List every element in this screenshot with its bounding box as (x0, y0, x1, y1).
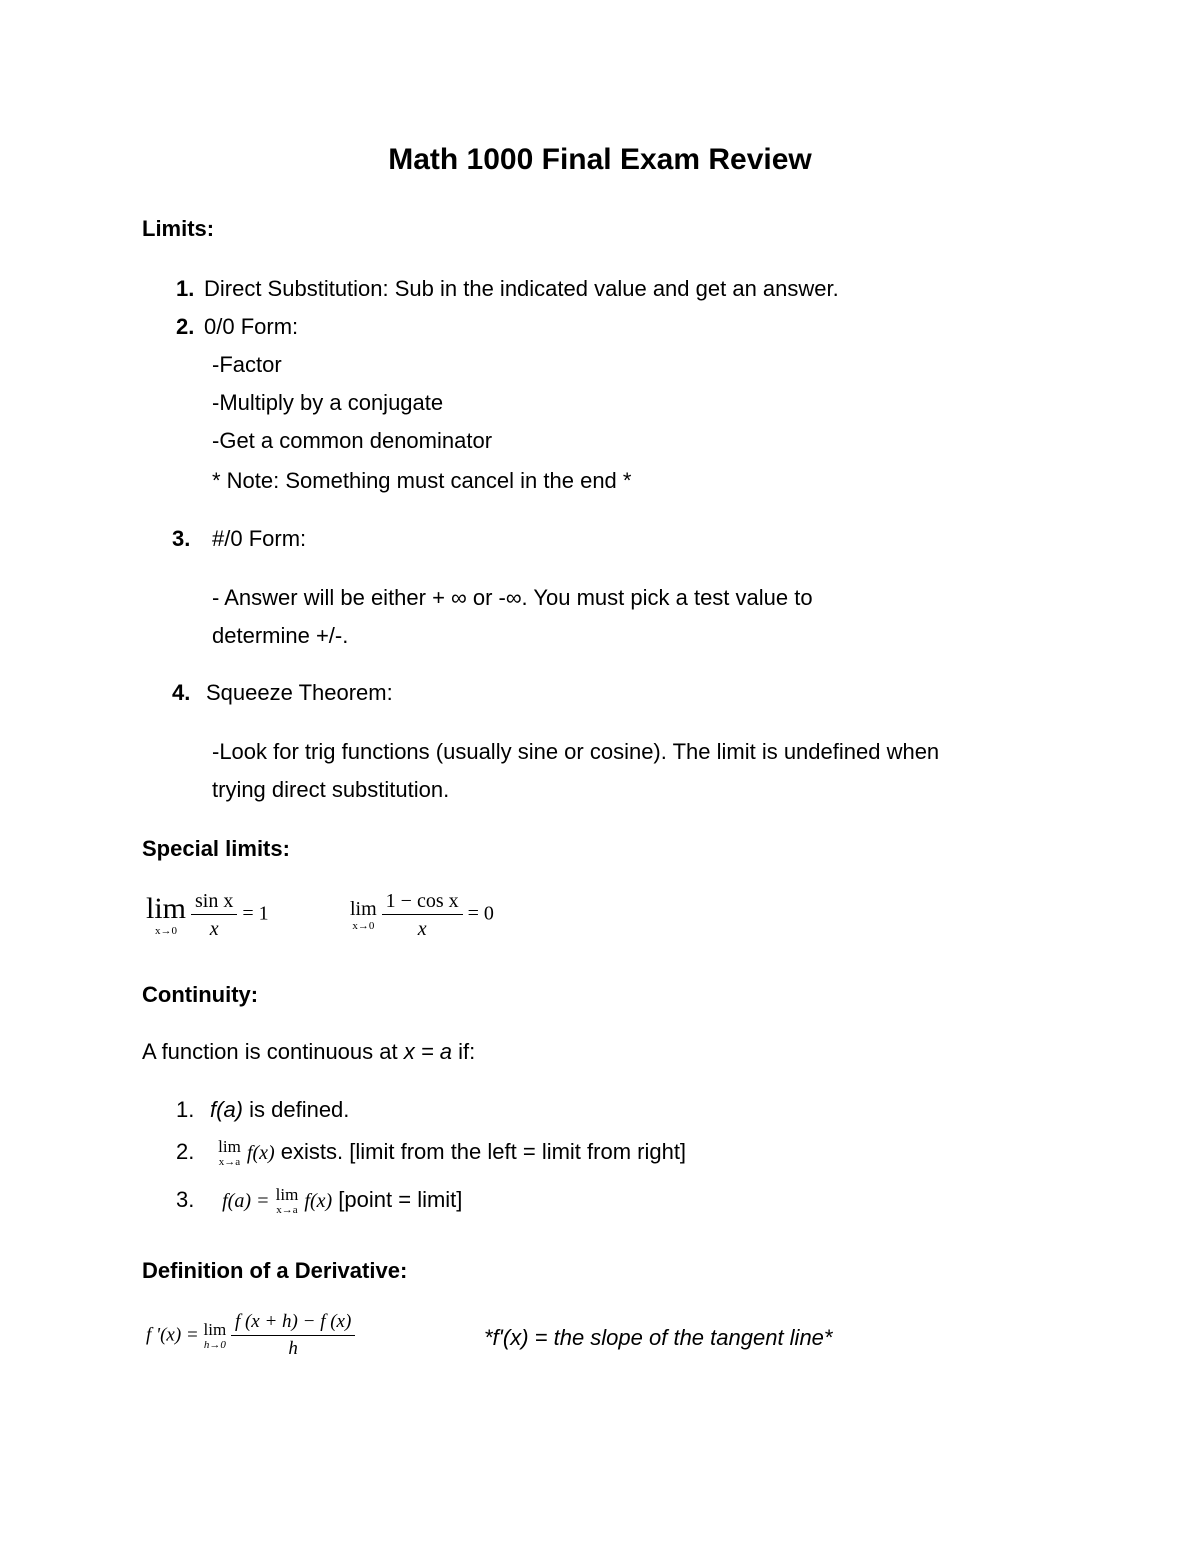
item-number: 4. (172, 680, 191, 705)
fraction (382, 890, 463, 940)
item-number: 1. (176, 1097, 195, 1122)
derivative-lhs: f '(x) = (146, 1324, 199, 1346)
lim-subscript: x→0 (155, 924, 177, 937)
conjugate-line: -Multiply by a conjugate (212, 390, 444, 415)
limits-item-3 (172, 526, 306, 552)
item-text: [point = limit] (332, 1186, 463, 1212)
continuity-item-1 (176, 1097, 349, 1123)
item-number: 2. (176, 314, 195, 339)
f-of-a: f(a) (210, 1097, 243, 1122)
limits-heading: Limits: (142, 216, 215, 241)
limit-operator (146, 891, 187, 937)
f-of-a: f(a) = (222, 1189, 270, 1212)
f-of-x: f(x) (246, 1141, 275, 1164)
item-text: Direct Substitution: Sub in the indicated value and get an answer. (204, 276, 839, 301)
squeeze-line-1: -Look for trig functions (usually sine or cosine). The limit is undefined when (212, 739, 940, 764)
squeeze-line-2: trying direct substitution. (212, 777, 450, 802)
infinity-line-2: determine +/-. (212, 623, 349, 648)
lim-word: lim (146, 891, 187, 925)
continuity-item-2 (176, 1138, 686, 1168)
limits-item-2 (176, 314, 298, 340)
special-limits-heading: Special limits: (142, 836, 290, 861)
item-text: is defined. (243, 1097, 350, 1122)
item-number: 1. (176, 276, 195, 301)
derivative-heading: Definition of a Derivative: (142, 1258, 408, 1283)
intro-text: A function is continuous at (142, 1039, 404, 1064)
lim-word: lim (203, 1319, 227, 1339)
cancel-note: * Note: Something must cancel in the end * (212, 468, 632, 493)
limit-operator (218, 1138, 241, 1168)
special-limit-cos (350, 890, 494, 940)
intro-text-end: if: (452, 1039, 476, 1064)
limits-item-4 (172, 680, 393, 706)
common-denominator-line: -Get a common denominator (212, 428, 493, 453)
lim-subscript: h→0 (203, 1338, 226, 1351)
item-text: Squeeze Theorem: (206, 680, 393, 705)
item-number: 3. (176, 1186, 195, 1212)
numerator: sin x (191, 890, 237, 915)
fraction (191, 890, 237, 940)
derivative-formula (146, 1312, 355, 1360)
equals-value: = 1 (242, 902, 269, 925)
lim-word: lim (275, 1185, 299, 1204)
item-text: exists. [limit from the left = limit from right] (274, 1138, 687, 1164)
intro-variable: x = a (403, 1039, 453, 1064)
lim-subscript: x→0 (352, 919, 375, 932)
continuity-intro (142, 1039, 475, 1065)
limits-item-1 (176, 276, 839, 302)
lim-subscript: x→a (276, 1204, 298, 1216)
denominator: h (288, 1337, 298, 1359)
item-number: 2. (176, 1138, 195, 1164)
numerator: f (x + h) − f (x) (231, 1312, 355, 1336)
item-text: 0/0 Form: (204, 314, 299, 339)
limit-operator (350, 899, 377, 932)
denominator: x (209, 918, 219, 940)
lim-word: lim (218, 1137, 241, 1156)
denominator: x (417, 918, 427, 940)
numerator: 1 − cos x (382, 890, 463, 915)
continuity-heading: Continuity: (142, 982, 259, 1007)
tangent-slope-note: *f'(x) = the slope of the tangent line* (484, 1325, 833, 1350)
item-text: #/0 Form: (212, 526, 307, 551)
infinity-line-1: - Answer will be either + ∞ or -∞. You must pick a test value to (212, 585, 813, 610)
difference-quotient (231, 1312, 355, 1360)
limit-operator (276, 1186, 299, 1216)
special-limit-sin (146, 890, 269, 940)
page-title: Math 1000 Final Exam Review (388, 143, 812, 176)
limit-operator (204, 1321, 227, 1351)
f-of-x: f(x) (304, 1189, 333, 1212)
item-number: 3. (172, 526, 191, 551)
lim-word: lim (350, 897, 377, 920)
factor-line: -Factor (212, 352, 282, 377)
lim-subscript: x→a (218, 1156, 241, 1168)
equals-value: = 0 (467, 902, 494, 925)
continuity-item-3 (176, 1186, 462, 1216)
